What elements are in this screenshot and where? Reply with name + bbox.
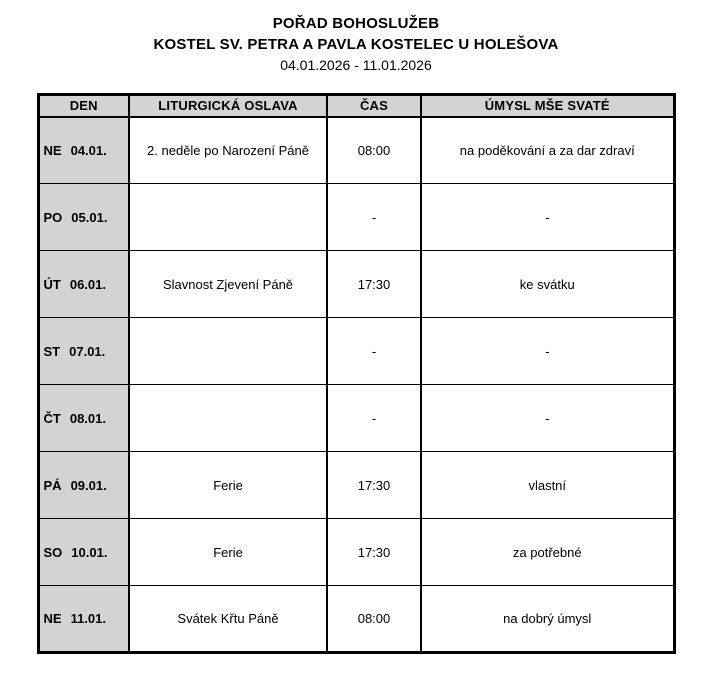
table-row	[38, 117, 674, 184]
time-cell: 17:30	[327, 519, 421, 586]
table-row	[38, 586, 674, 653]
table-body	[38, 117, 674, 653]
day-cell	[38, 184, 129, 251]
table-row	[38, 251, 674, 318]
day-date: 08.01.	[69, 410, 106, 426]
time-cell: -	[327, 318, 421, 385]
title-block	[0, 0, 712, 76]
schedule-table	[37, 93, 676, 654]
table-header	[38, 95, 674, 117]
day-date: 04.01.	[70, 142, 107, 158]
day-date: 10.01.	[71, 544, 108, 560]
header-day: DEN	[38, 95, 129, 117]
day-cell	[38, 586, 129, 653]
time-cell: -	[327, 385, 421, 452]
day-date: 07.01.	[69, 343, 106, 359]
day-abbrev: ČT	[43, 410, 61, 426]
day-cell	[38, 318, 129, 385]
time-cell: 08:00	[327, 117, 421, 184]
table-row	[38, 519, 674, 586]
intention-cell: -	[421, 184, 674, 251]
time-cell: -	[327, 184, 421, 251]
day-abbrev: NE	[43, 142, 62, 158]
intention-cell: ke svátku	[421, 251, 674, 318]
intention-cell: -	[421, 318, 674, 385]
time-cell: 17:30	[327, 452, 421, 519]
day-date: 11.01.	[70, 611, 106, 626]
table-row	[38, 318, 674, 385]
day-cell	[38, 251, 129, 318]
intention-cell: vlastní	[421, 452, 674, 519]
celebration-cell: 2. neděle po Narození Páně	[129, 117, 327, 184]
intention-cell: za potřebné	[421, 519, 674, 586]
page-title: POŘAD BOHOSLUŽEB	[272, 15, 440, 32]
header-row	[38, 95, 674, 117]
day-abbrev: PO	[43, 209, 63, 225]
time-cell: 08:00	[327, 586, 421, 653]
table-row	[38, 385, 674, 452]
day-date: 09.01.	[70, 477, 107, 493]
header-time: ČAS	[327, 95, 421, 117]
celebration-cell	[129, 318, 327, 385]
celebration-cell: Slavnost Zjevení Páně	[129, 251, 327, 318]
day-abbrev: PÁ	[43, 477, 62, 493]
day-cell	[38, 117, 129, 184]
celebration-cell: Ferie	[129, 519, 327, 586]
celebration-cell: Ferie	[129, 452, 327, 519]
day-abbrev: ÚT	[43, 276, 61, 292]
date-range: 04.01.2026 - 11.01.2026	[280, 57, 432, 73]
day-abbrev: ST	[43, 343, 61, 359]
day-date: 05.01.	[71, 209, 108, 225]
intention-cell: na dobrý úmysl	[421, 586, 674, 653]
header-celebration: LITURGICKÁ OSLAVA	[129, 95, 327, 117]
day-abbrev: SO	[43, 544, 63, 560]
day-cell	[38, 452, 129, 519]
time-cell: 17:30	[327, 251, 421, 318]
day-date: 06.01.	[69, 276, 106, 292]
church-name: KOSTEL SV. PETRA A PAVLA KOSTELEC U HOLEŠOVA	[153, 36, 559, 53]
celebration-cell: Svátek Křtu Páně	[129, 586, 327, 653]
table-row	[38, 452, 674, 519]
celebration-cell	[129, 385, 327, 452]
table-row	[38, 184, 674, 251]
intention-cell: na poděkování a za dar zdraví	[421, 117, 674, 184]
day-cell	[38, 385, 129, 452]
intention-cell: -	[421, 385, 674, 452]
day-abbrev: NE	[43, 611, 62, 626]
day-cell	[38, 519, 129, 586]
header-intention: ÚMYSL MŠE SVATÉ	[421, 95, 674, 117]
celebration-cell	[129, 184, 327, 251]
